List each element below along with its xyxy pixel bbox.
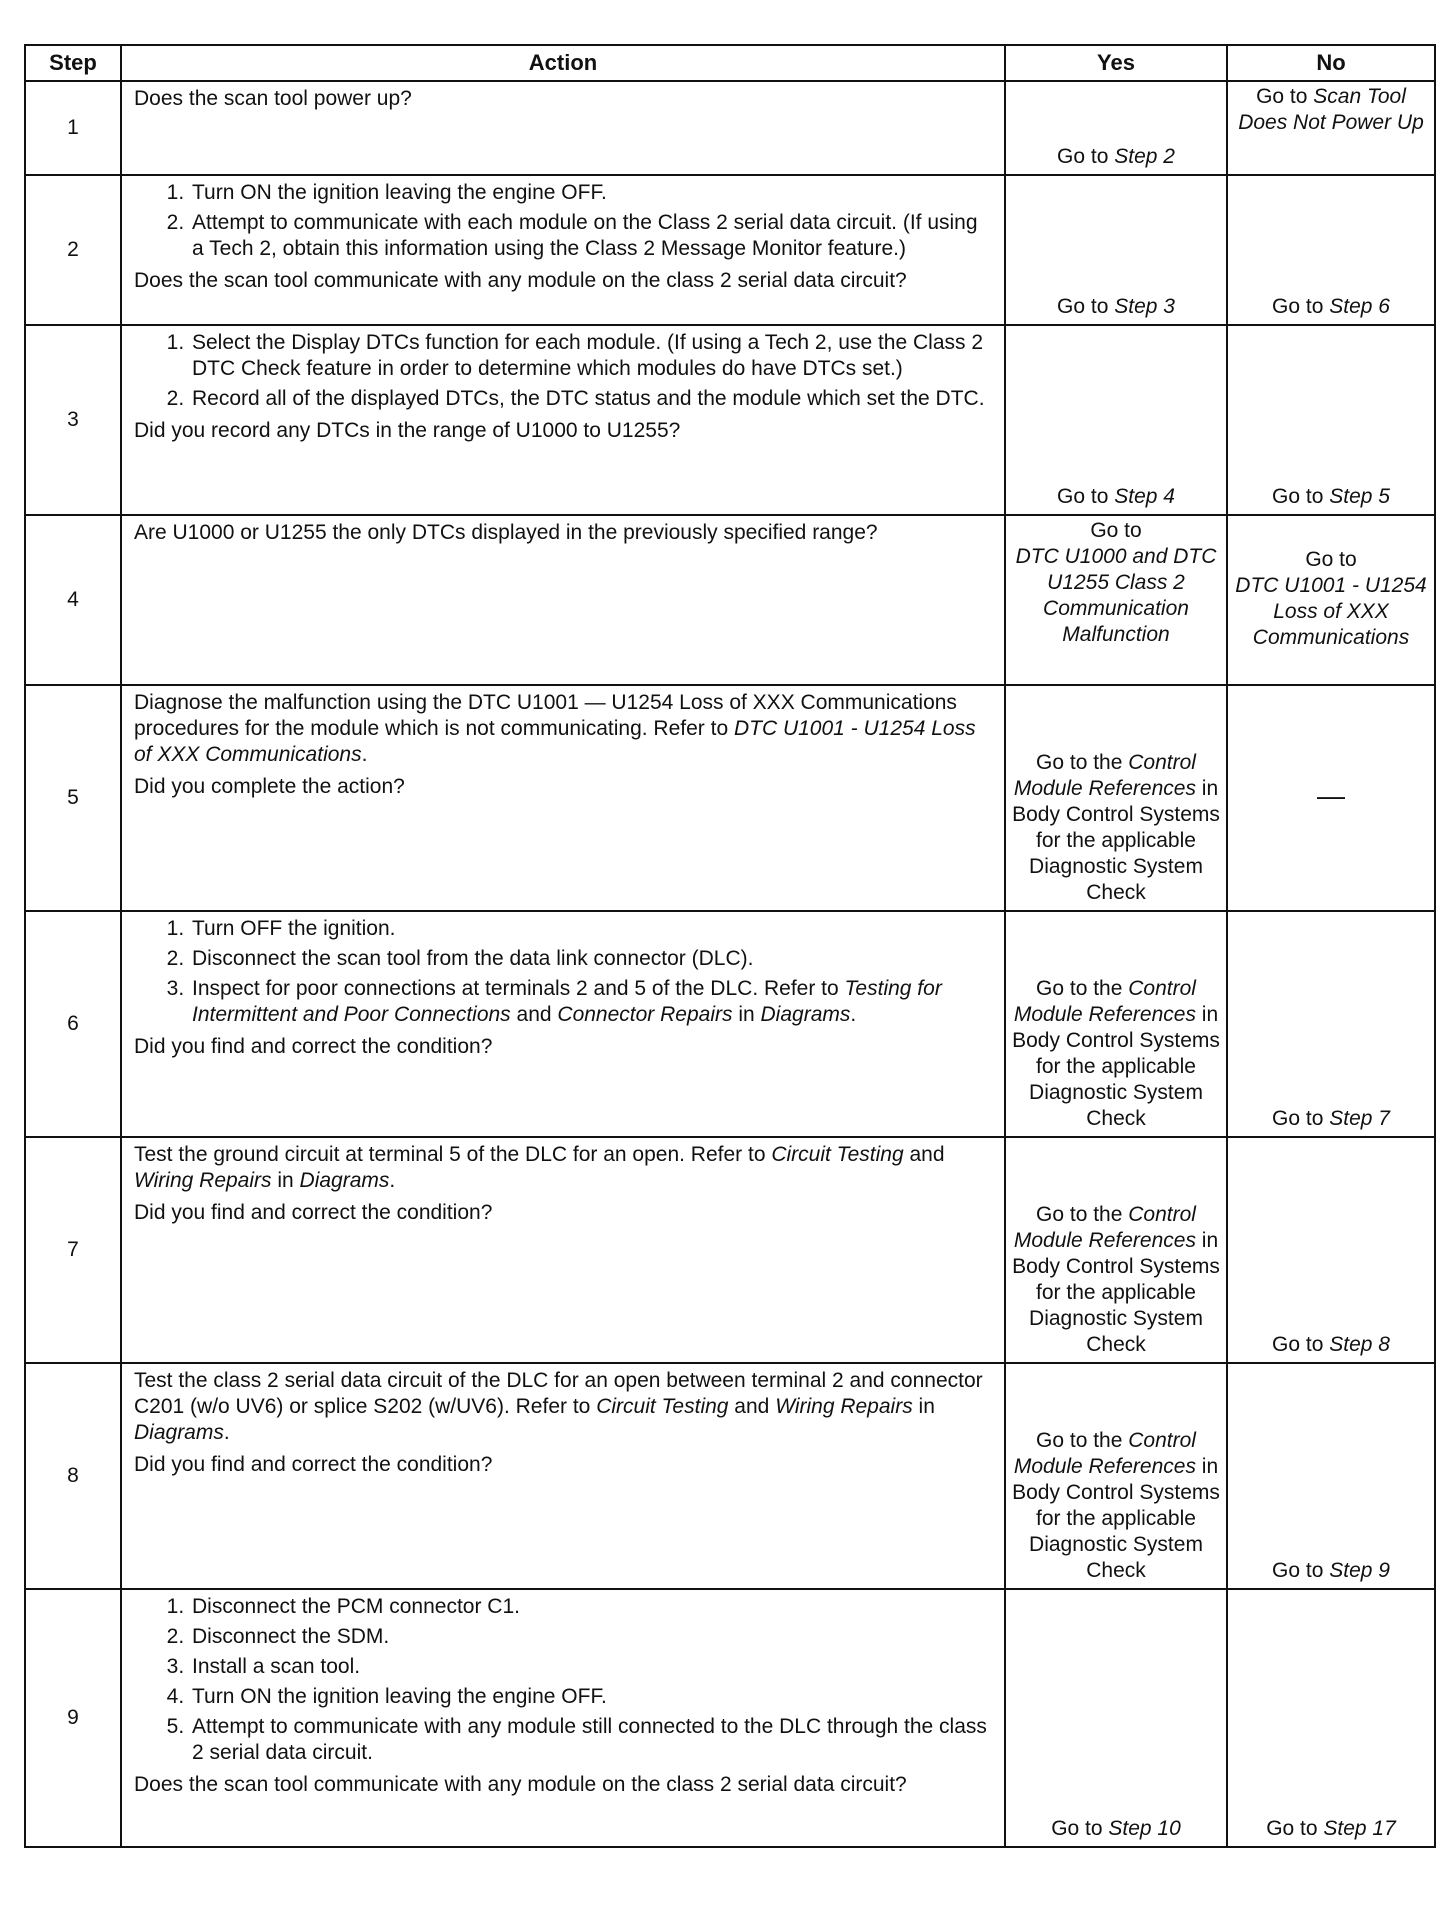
action-list bbox=[134, 330, 994, 412]
list-item: 4. Turn ON the ignition leaving the engine OFF. bbox=[190, 1684, 994, 1710]
action-cell bbox=[121, 911, 1005, 1137]
diagnostic-table bbox=[24, 44, 1436, 1848]
procedure-link[interactable]: Wiring Repairs bbox=[134, 1169, 272, 1192]
question-text: Did you record any DTCs in the range of U1000 to U1255? bbox=[134, 419, 681, 442]
header-no: No bbox=[1227, 45, 1435, 81]
action-cell bbox=[121, 515, 1005, 685]
step-number: 6 bbox=[25, 911, 121, 1137]
procedure-link[interactable]: Scan Tool Does Not Power Up bbox=[1238, 85, 1424, 134]
list-item: 1. Turn ON the ignition leaving the engine OFF. bbox=[190, 180, 994, 206]
procedure-link[interactable]: Diagrams bbox=[299, 1169, 390, 1192]
list-item: 2. Disconnect the scan tool from the data link connector (DLC). bbox=[190, 946, 994, 972]
step-number: 8 bbox=[25, 1363, 121, 1589]
step-link[interactable]: Step 4 bbox=[1114, 485, 1175, 508]
question-text: Does the scan tool communicate with any module on the class 2 serial data circuit? bbox=[134, 269, 907, 292]
step-number: 9 bbox=[25, 1589, 121, 1847]
step-number: 4 bbox=[25, 515, 121, 685]
no-cell: Go to Step 9 bbox=[1227, 1363, 1435, 1589]
action-list bbox=[134, 916, 994, 1028]
action-cell bbox=[121, 81, 1005, 175]
yes-cell: Go to Step 3 bbox=[1005, 175, 1227, 325]
procedure-link[interactable]: Control Module References bbox=[1013, 1203, 1196, 1252]
no-cell: Go to Step 5 bbox=[1227, 325, 1435, 515]
list-item: 5. Attempt to communicate with any module still connected to the DLC through the class 2 serial data circuit. bbox=[190, 1714, 994, 1766]
table-row bbox=[25, 515, 1435, 685]
action-text: Test the ground circuit at terminal 5 of the DLC for an open. Refer to Circuit Testing and Wiring Repairs in Diagrams. bbox=[134, 1143, 945, 1192]
no-cell bbox=[1227, 685, 1435, 911]
step-number: 5 bbox=[25, 685, 121, 911]
yes-cell: Go to the Control Module References in Body Control Systems for the applicable Diagnostic System Check bbox=[1005, 1137, 1227, 1363]
no-cell: Go to Step 6 bbox=[1227, 175, 1435, 325]
no-cell: Go to Step 17 bbox=[1227, 1589, 1435, 1847]
procedure-link[interactable]: Diagrams bbox=[760, 1003, 851, 1026]
step-link[interactable]: Step 17 bbox=[1323, 1817, 1396, 1840]
procedure-link[interactable]: DTC U1001 - U1254 Loss of XXX Communications bbox=[134, 717, 976, 766]
step-link[interactable]: Step 10 bbox=[1108, 1817, 1181, 1840]
step-number: 3 bbox=[25, 325, 121, 515]
step-link[interactable]: Step 3 bbox=[1114, 295, 1175, 318]
step-link[interactable]: Step 6 bbox=[1329, 295, 1390, 318]
step-number: 7 bbox=[25, 1137, 121, 1363]
question-text: Did you find and correct the condition? bbox=[134, 1453, 493, 1476]
table-row bbox=[25, 1137, 1435, 1363]
yes-cell: Go to DTC U1000 and DTC U1255 Class 2 Communication Malfunction bbox=[1005, 515, 1227, 685]
question-text: Did you find and correct the condition? bbox=[134, 1035, 493, 1058]
header-yes: Yes bbox=[1005, 45, 1227, 81]
action-cell bbox=[121, 1363, 1005, 1589]
yes-cell: Go to the Control Module References in Body Control Systems for the applicable Diagnostic System Check bbox=[1005, 1363, 1227, 1589]
action-cell bbox=[121, 325, 1005, 515]
list-item: 1. Disconnect the PCM connector C1. bbox=[190, 1594, 994, 1620]
yes-cell: Go to Step 2 bbox=[1005, 81, 1227, 175]
table-row bbox=[25, 175, 1435, 325]
table-row bbox=[25, 81, 1435, 175]
procedure-link[interactable]: Circuit Testing bbox=[596, 1395, 729, 1418]
table-row bbox=[25, 685, 1435, 911]
procedure-link[interactable]: DTC U1001 - U1254 Loss of XXX Communications bbox=[1235, 574, 1427, 649]
step-number: 1 bbox=[25, 81, 121, 175]
header-action: Action bbox=[121, 45, 1005, 81]
list-item: 3. Inspect for poor connections at terminals 2 and 5 of the DLC. Refer to Testing for Intermittent and Poor Connections and Connector Repairs in Diagrams. bbox=[190, 976, 994, 1028]
no-cell: Go to Step 8 bbox=[1227, 1137, 1435, 1363]
question-text: Did you find and correct the condition? bbox=[134, 1201, 493, 1224]
not-applicable-dash: — bbox=[1317, 779, 1345, 811]
no-cell: Go to Scan Tool Does Not Power Up bbox=[1227, 81, 1435, 175]
step-link[interactable]: Step 8 bbox=[1329, 1333, 1390, 1356]
header-row bbox=[25, 45, 1435, 81]
procedure-link[interactable]: Diagrams bbox=[134, 1421, 224, 1444]
action-cell bbox=[121, 1137, 1005, 1363]
procedure-link[interactable]: Control Module References bbox=[1013, 1429, 1196, 1478]
action-list bbox=[134, 1594, 994, 1766]
question-text: Did you complete the action? bbox=[134, 775, 405, 798]
question-text: Does the scan tool communicate with any module on the class 2 serial data circuit? bbox=[134, 1773, 907, 1796]
procedure-link[interactable]: Testing for Intermittent and Poor Connections bbox=[192, 977, 942, 1026]
table-row bbox=[25, 1589, 1435, 1847]
no-cell: Go to Step 7 bbox=[1227, 911, 1435, 1137]
procedure-link[interactable]: Wiring Repairs bbox=[775, 1395, 913, 1418]
yes-cell: Go to the Control Module References in Body Control Systems for the applicable Diagnostic System Check bbox=[1005, 911, 1227, 1137]
list-item: 1. Select the Display DTCs function for each module. (If using a Tech 2, use the Class 2 DTC Check feature in order to determine which modules do have DTCs set.) bbox=[190, 330, 994, 382]
list-item: 2. Disconnect the SDM. bbox=[190, 1624, 994, 1650]
action-text: Does the scan tool power up? bbox=[134, 87, 412, 110]
list-item: 2. Attempt to communicate with each module on the Class 2 serial data circuit. (If using a Tech 2, obtain this information using the Class 2 Message Monitor feature.) bbox=[190, 210, 994, 262]
action-text: Diagnose the malfunction using the DTC U1001 — U1254 Loss of XXX Communications procedures for the module which is not communicating. Refer to DTC U1001 - U1254 Loss of XXX Communications. bbox=[134, 691, 976, 766]
step-link[interactable]: Step 7 bbox=[1329, 1107, 1390, 1130]
procedure-link[interactable]: Circuit Testing bbox=[771, 1143, 904, 1166]
table-row bbox=[25, 911, 1435, 1137]
action-text: Are U1000 or U1255 the only DTCs displayed in the previously specified range? bbox=[134, 521, 878, 544]
procedure-link[interactable]: Connector Repairs bbox=[557, 1003, 733, 1026]
step-number: 2 bbox=[25, 175, 121, 325]
action-cell bbox=[121, 175, 1005, 325]
header-step: Step bbox=[25, 45, 121, 81]
table-row bbox=[25, 1363, 1435, 1589]
list-item: 3. Install a scan tool. bbox=[190, 1654, 994, 1680]
step-link[interactable]: Step 9 bbox=[1329, 1559, 1390, 1582]
list-item: 1. Turn OFF the ignition. bbox=[190, 916, 994, 942]
procedure-link[interactable]: Control Module References bbox=[1013, 751, 1196, 800]
step-link[interactable]: Step 2 bbox=[1114, 145, 1175, 168]
step-link[interactable]: Step 5 bbox=[1329, 485, 1390, 508]
list-item: 2. Record all of the displayed DTCs, the DTC status and the module which set the DTC. bbox=[190, 386, 994, 412]
action-list bbox=[134, 180, 994, 262]
yes-cell: Go to Step 10 bbox=[1005, 1589, 1227, 1847]
yes-cell: Go to the Control Module References in Body Control Systems for the applicable Diagnostic System Check bbox=[1005, 685, 1227, 911]
action-cell bbox=[121, 1589, 1005, 1847]
no-cell: Go to DTC U1001 - U1254 Loss of XXX Communications bbox=[1227, 515, 1435, 685]
yes-cell: Go to Step 4 bbox=[1005, 325, 1227, 515]
action-cell bbox=[121, 685, 1005, 911]
procedure-link[interactable]: Control Module References bbox=[1013, 977, 1196, 1026]
action-text: Test the class 2 serial data circuit of the DLC for an open between terminal 2 and connector C201 (w/o UV6) or splice S202 (w/UV6). Refer to Circuit Testing and Wiring Repairs in Diagrams. bbox=[134, 1369, 983, 1444]
table-row bbox=[25, 325, 1435, 515]
procedure-link[interactable]: DTC U1000 and DTC U1255 Class 2 Communication Malfunction bbox=[1015, 545, 1217, 646]
